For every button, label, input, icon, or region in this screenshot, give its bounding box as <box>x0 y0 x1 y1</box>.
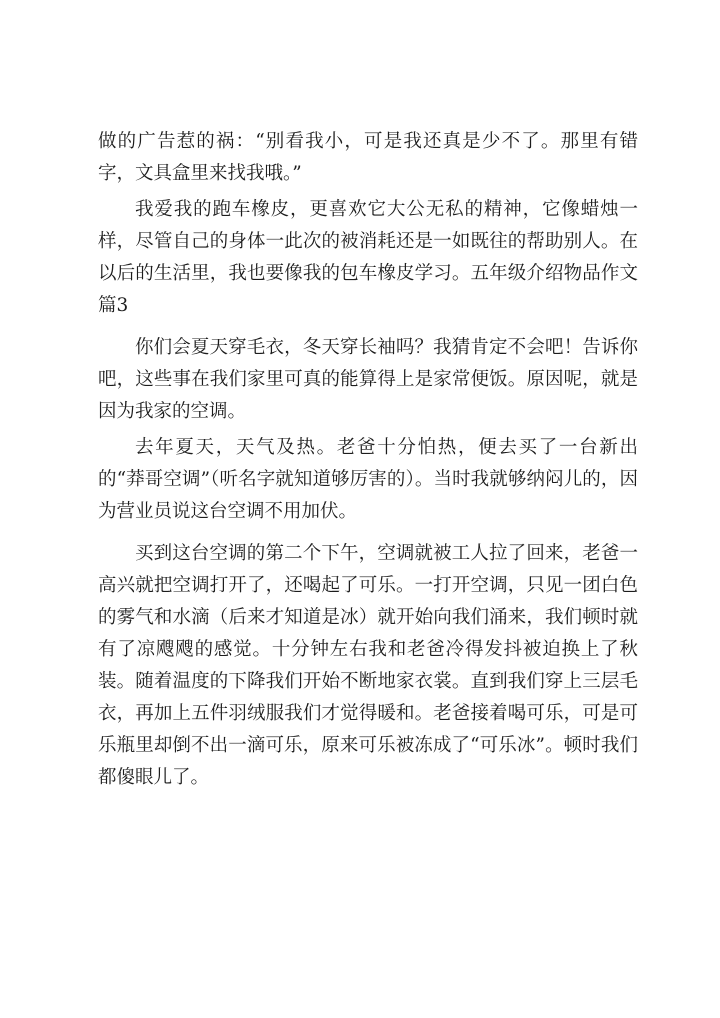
paragraph-1: 做的广告惹的祸：“别看我小，可是我还真是少不了。那里有错字，文具盒里来找我哦。” <box>98 131 638 184</box>
paragraph-3: 你们会夏天穿毛衣，冬天穿长袖吗？我猜肯定不会吧！告诉你吧，这些事在我们家里可真的能算得上是家常便饭。原因呢，就是因为我家的空调。 <box>98 337 638 422</box>
document-body <box>98 126 638 794</box>
paragraph-4: 去年夏天，天气及热。老爸十分怕热，便去买了一台新出的“莽哥空调”（听名字就知道够厉害的）。当时我就够纳闷儿的，因为营业员说这台空调不用加伏。 <box>98 437 638 522</box>
paragraph-2: 我爱我的跑车橡皮，更喜欢它大公无私的精神，它像蜡烛一样，尽管自己的身体一此次的被消耗还是一如既往的帮助别人。在以后的生活里，我也要像我的包车橡皮学习。五年级介绍物品作文 篇3 <box>98 199 638 316</box>
paragraph-5: 买到这台空调的第二个下午，空调就被工人拉了回来，老爸一高兴就把空调打开了，还喝起了可乐。一打开空调，只见一团白色的雾气和水滴（后来才知道是冰）就开始向我们涌来，我们顿时就有了凉飕飕的感觉。十分钟左右我和老爸冷得发抖被迫换上了秋装。随着温度的下降我们开始不断地家衣裳。直到我们穿上三层毛衣，再加上五件羽绒服我们才觉得暖和。老爸接着喝可乐，可是可乐瓶里却倒不出一滴可乐，原来可乐被冻成了“可乐冰”。顿时我们都傻眼儿了。 <box>98 543 638 788</box>
